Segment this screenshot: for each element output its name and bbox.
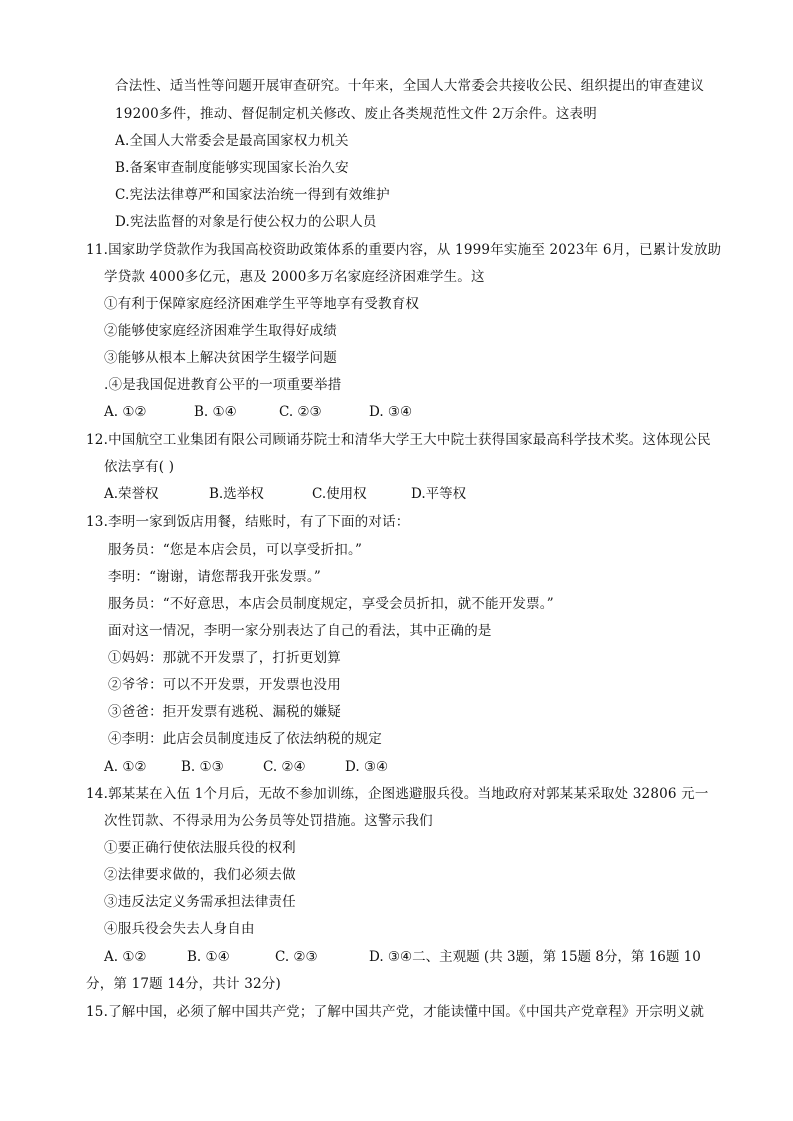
q10-option-a: A.全国人大常委会是最高国家权力机关 xyxy=(115,133,349,149)
q13-choice-a: A. ①② xyxy=(104,759,147,775)
q15-stem-line-1: 15.了解中国，必须了解中国共产党；了解中国共产党，才能读懂中国。《中国共产党章程》开宗明义就 xyxy=(86,1004,705,1020)
q10-option-c: C.宪法法律尊严和国家法治统一得到有效维护 xyxy=(115,187,390,203)
q13-item-3: ③爸爸：拒开发票有逃税、漏税的嫌疑 xyxy=(108,704,341,720)
q12-choice-a: A.荣誉权 xyxy=(104,486,159,502)
q10-stem-line-2: 19200多件，推动、督促制定机关修改、废止各类规范性文件 2万余件。这表明 xyxy=(115,106,597,122)
q12-choice-d: D.平等权 xyxy=(411,486,467,502)
q11-item-1: ①有利于保障家庭经济困难学生平等地享有受教育权 xyxy=(104,296,420,312)
q14-choice-c: C. ②③ xyxy=(275,949,318,965)
q11-stem-line-1: 11.国家助学贷款作为我国高校资助政策体系的重要内容，从 1999年实施至 2023年 6月，已累计发放助 xyxy=(86,242,722,258)
q13-dialogue-3: 服务员：“不好意思，本店会员制度规定，享受会员折扣，就不能开发票。” xyxy=(108,596,554,612)
q14-choice-a: A. ①② xyxy=(104,949,147,965)
q13-item-4: ④李明：此店会员制度违反了依法纳税的规定 xyxy=(108,731,382,747)
q13-choice-c: C. ②④ xyxy=(263,759,306,775)
q13-item-1: ①妈妈：那就不开发票了，打折更划算 xyxy=(108,650,341,666)
q14-item-2: ②法律要求做的，我们必须去做 xyxy=(104,867,296,883)
q14-choice-b: B. ①④ xyxy=(187,949,230,965)
q13-stem: 13.李明一家到饭店用餐，结账时，有了下面的对话： xyxy=(86,514,410,530)
q11-choice-b: B. ①④ xyxy=(194,404,237,420)
q13-choice-b: B. ①③ xyxy=(181,759,224,775)
q14-choice-d-and-section-heading: D. ③④二、主观题 (共 3题，第 15题 8分，第 16题 10 xyxy=(369,949,701,965)
q14-item-3: ③违反法定义务需承担法律责任 xyxy=(104,894,296,910)
q11-item-2: ②能够使家庭经济困难学生取得好成绩 xyxy=(104,323,337,339)
q10-option-d: D.宪法监督的对象是行使公权力的公职人员 xyxy=(115,214,377,230)
q13-choice-d: D. ③④ xyxy=(345,759,389,775)
q12-stem-line-1: 12.中国航空工业集团有限公司顾诵芬院士和清华大学王大中院士获得国家最高科学技术奖。这体现公民 xyxy=(86,432,711,448)
q14-stem-line-1: 14.郭某某在入伍 1个月后，无故不参加训练，企图逃避服兵役。当地政府对郭某某采取处 32806 元一 xyxy=(86,786,709,802)
q14-item-1: ①要正确行使依法服兵役的权利 xyxy=(104,840,296,856)
q11-stem-line-2: 学贷款 4000多亿元，惠及 2000多万名家庭经济困难学生。这 xyxy=(104,269,485,285)
q11-choice-c: C. ②③ xyxy=(279,404,322,420)
q13-dialogue-1: 服务员：“您是本店会员，可以享受折扣。” xyxy=(108,542,363,558)
q13-question: 面对这一情况，李明一家分别表达了自己的看法，其中正确的是 xyxy=(108,623,492,639)
q14-stem-line-2: 次性罚款、不得录用为公务员等处罚措施。这警示我们 xyxy=(104,813,433,829)
q11-choice-d: D. ③④ xyxy=(369,404,413,420)
q12-choice-b: B.选举权 xyxy=(209,486,264,502)
q14-item-4: ④服兵役会失去人身自由 xyxy=(104,921,255,937)
q11-item-4: .④是我国促进教育公平的一项重要举措 xyxy=(104,377,342,393)
q10-stem-line-1: 合法性、适当性等问题开展审查研究。十年来，全国人大常委会共接收公民、组织提出的审查建议 xyxy=(115,78,705,94)
q10-option-b: B.备案审查制度能够实现国家长治久安 xyxy=(115,160,349,176)
q12-stem-line-2: 依法享有( ) xyxy=(104,459,175,475)
q11-choice-a: A. ①② xyxy=(104,404,147,420)
section-heading-continuation: 分，第 17题 14分，共计 32分) xyxy=(86,976,281,992)
q13-dialogue-2: 李明：“谢谢，请您帮我开张发票。” xyxy=(108,569,321,585)
q11-item-3: ③能够从根本上解决贫困学生辍学问题 xyxy=(104,350,337,366)
q13-item-2: ②爷爷：可以不开发票，开发票也没用 xyxy=(108,677,341,693)
q12-choice-c: C.使用权 xyxy=(312,486,367,502)
